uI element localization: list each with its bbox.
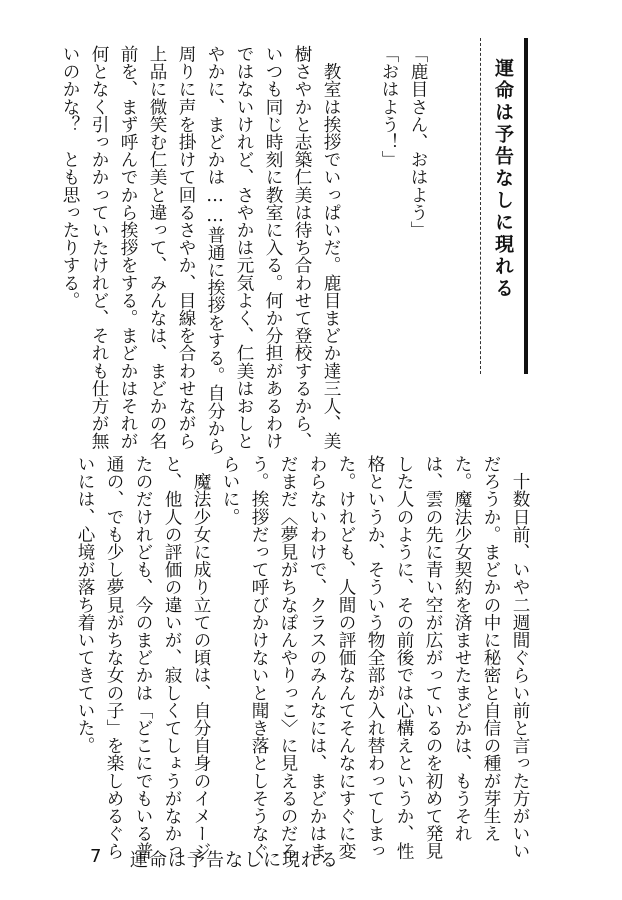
text-line: は、雲の先に青い空が広がっているのを初めて発見 xyxy=(423,455,443,860)
running-title: 運命は予告なしに現れる xyxy=(130,850,339,871)
lower-text-block xyxy=(70,455,534,860)
text-line: いのかな？ とも思ったりする。 xyxy=(60,45,80,309)
text-line: 通の、でも少し夢見がちな女の子」を楽しめるぐら xyxy=(104,455,124,860)
text-line xyxy=(345,45,374,455)
page-footer xyxy=(0,846,622,876)
text-line: 教室は挨拶でいっぱいだ。鹿目まどか達三人、美 xyxy=(321,45,341,450)
text-line: いつも同じ時刻に教室に入る。何か分担があるわけ xyxy=(263,45,283,450)
title-rule-right xyxy=(524,38,528,374)
page-number: 7 xyxy=(90,846,102,867)
text-line: 上品に微笑む仁美と違って、みんなは、まどかの名 xyxy=(147,45,167,450)
chapter-title: 運命は予告なしに現れる xyxy=(492,58,514,300)
text-line: 格というか、そういう物全部が入れ替わってしまっ xyxy=(365,455,385,860)
text-line: 十数日前、いや二週間ぐらい前と言った方がいい xyxy=(510,455,530,860)
text-line: 「おはよう！」 xyxy=(379,45,399,169)
title-rule-left xyxy=(480,38,481,374)
text-line: いには、心境が落ち着いてきていた。 xyxy=(75,455,95,755)
text-line: 「鹿目さん、おはよう」 xyxy=(408,45,428,239)
text-line: たのだけれども、今のまどかは「どこにでもいる普 xyxy=(133,455,153,860)
text-line: わらないわけで、クラスのみんなには、まどかはま xyxy=(307,455,327,860)
text-line: だろうか。まどかの中に秘密と自信の種が芽生え xyxy=(481,455,501,843)
chapter-title-box xyxy=(480,38,528,374)
text-line: やかに、まどかは……普通に挨拶をする。自分から xyxy=(205,45,225,455)
text-line: た。魔法少女契約を済ませたまどかは、もうそれ xyxy=(452,455,472,843)
text-line: した人のように、その前後では心構えというか、性 xyxy=(394,455,414,860)
text-line: 何となく引っかかっていたけれど、それも仕方が無 xyxy=(89,45,109,450)
text-line: と、他人の評価の違いが、寂しくてしょうがなかっ xyxy=(162,455,182,860)
text-line: 周りに声を掛けて回るさやか、目線を合わせながら xyxy=(176,45,196,450)
text-line: 魔法少女に成り立ての頃は、自分自身のイメージ xyxy=(191,455,211,860)
text-line: た。けれども、人間の評価なんてそんなにすぐに変 xyxy=(336,455,356,860)
text-line: らいに。 xyxy=(220,455,240,526)
text-line: 樹さやかと志築仁美は待ち合わせて登校するから、 xyxy=(292,45,312,450)
text-line: 前を、まず呼んでから挨拶をする。まどかはそれが xyxy=(118,45,138,450)
text-line: だまだ〈夢見がちなぽんやりっこ〉に見えるのだろ xyxy=(278,455,298,860)
text-line: ではないけれど、さやかは元気よく、仁美はおしと xyxy=(234,45,254,450)
text-line: う。挨拶だって呼びかけないと聞き落としそうなぐ xyxy=(249,455,269,860)
upper-text-block xyxy=(55,45,432,455)
